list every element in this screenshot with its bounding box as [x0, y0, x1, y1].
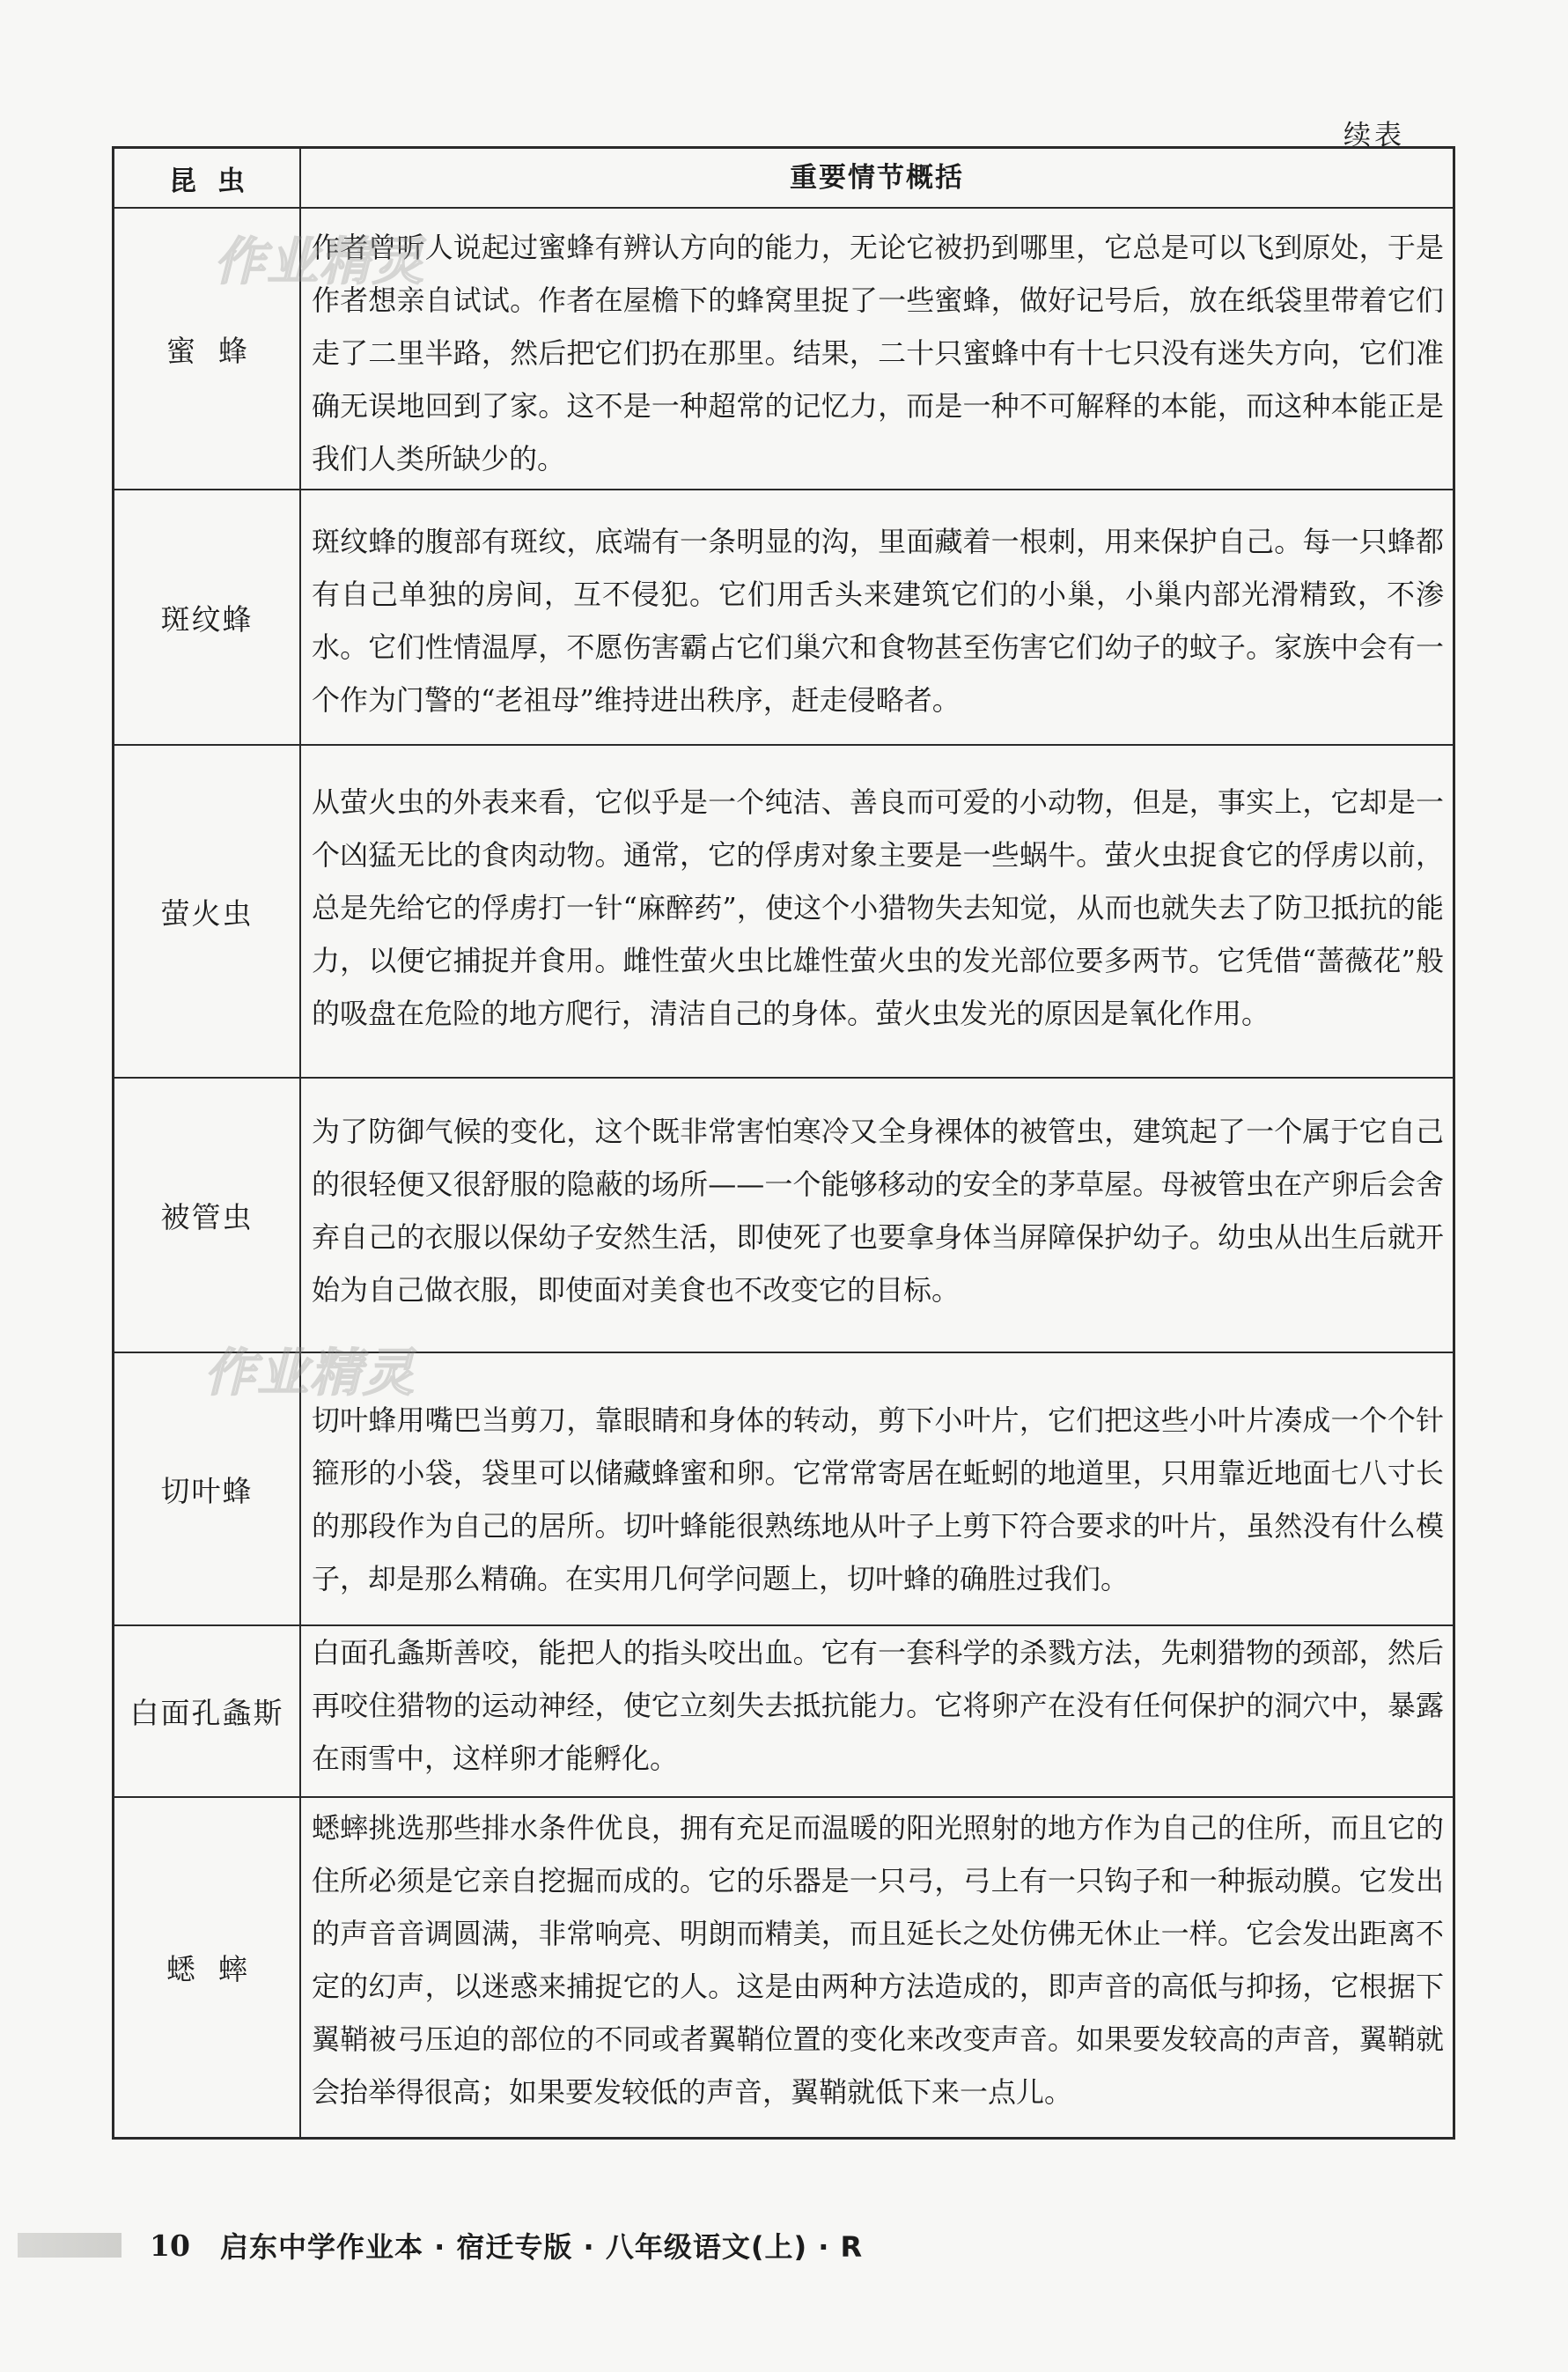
- table-row: [114, 744, 1453, 1077]
- insect-name: 蜜蜂: [114, 209, 301, 489]
- insect-summary: 斑纹蜂的腹部有斑纹，底端有一条明显的沟，里面藏着一根刺，用来保护自己。每一只蜂都有自己单独的房间，互不侵犯。它们用舌头来建筑它们的小巢，小巢内部光滑精致，不渗水。它们性情温厚，不愿伤害霸占它们巢穴和食物甚至伤害它们幼子的蚊子。家族中会有一个作为门警的“老祖母”维持进出秩序，赶走侵略者。: [312, 525, 1444, 717]
- book-title: 启东中学作业本 · 宿迁专版 · 八年级语文(上) · R: [219, 2230, 864, 2264]
- insect-name: 蟋蟀: [114, 1798, 301, 2137]
- insect-summary: 切叶蜂用嘴巴当剪刀，靠眼睛和身体的转动，剪下小叶片，它们把这些小叶片凑成一个个针箍形的小袋，袋里可以储藏蜂蜜和卵。它常常寄居在蚯蚓的地道里，只用靠近地面七八寸长的那段作为自己的居所。切叶蜂能很熟练地从叶子上剪下符合要求的叶片，虽然没有什么模子，却是那么精确。在实用几何学问题上，切叶蜂的确胜过我们。: [312, 1403, 1444, 1595]
- insect-name: 萤火虫: [114, 746, 301, 1077]
- continued-label: 续表: [1343, 120, 1405, 151]
- watermark: 作业精灵: [214, 232, 426, 291]
- insect-name: 斑纹蜂: [114, 490, 301, 744]
- table-row: [114, 489, 1453, 744]
- header-insect: 昆虫: [114, 149, 301, 207]
- insect-summary: 从萤火虫的外表来看，它似乎是一个纯洁、善良而可爱的小动物，但是，事实上，它却是一个凶猛无比的食肉动物。通常，它的俘虏对象主要是一些蜗牛。萤火虫捉食它的俘虏以前，总是先给它的俘虏打一针“麻醉药”，使这个小猎物失去知觉，从而也就失去了防卫抵抗的能力，以便它捕捉并食用。雌性萤火虫比雄性萤火虫的发光部位要多两节。它凭借“蔷薇花”般的吸盘在危险的地方爬行，清洁自己的身体。萤火虫发光的原因是氧化作用。: [312, 785, 1444, 1030]
- insect-name: 被管虫: [114, 1079, 301, 1352]
- table-header-row: [114, 149, 1453, 207]
- page-number: 10: [150, 2228, 190, 2263]
- insect-summary: 蟋蟀挑选那些排水条件优良，拥有充足而温暖的阳光照射的地方作为自己的住所，而且它的住所必须是它亲自挖掘而成的。它的乐器是一只弓，弓上有一只钩子和一种振动膜。它发出的声音音调圆满，非常响亮、明朗而精美，而且延长之处仿佛无休止一样。它会发出距离不定的幻声，以迷惑来捕捉它的人。这是由两种方法造成的，即声音的高低与抑扬，它根据下翼鞘被弓压迫的部位的不同或者翼鞘位置的变化来改变声音。如果要发较高的声音，翼鞘就会抬举得很高；如果要发较低的声音，翼鞘就低下来一点儿。: [312, 1811, 1444, 2109]
- insect-summary: 为了防御气候的变化，这个既非常害怕寒冷又全身裸体的被管虫，建筑起了一个属于它自己的很轻便又很舒服的隐蔽的场所——一个能够移动的安全的茅草屋。母被管虫在产卵后会舍弃自己的衣服以保幼子安然生活，即使死了也要拿身体当屏障保护幼子。幼虫从出生后就开始为自己做衣服，即使面对美食也不改变它的目标。: [312, 1115, 1444, 1307]
- insect-summary: 白面孔螽斯善咬，能把人的指头咬出血。它有一套科学的杀戮方法，先刺猎物的颈部，然后再咬住猎物的运动神经，使它立刻失去抵抗能力。它将卵产在没有任何保护的洞穴中，暴露在雨雪中，这样卵才能孵化。: [312, 1636, 1444, 1775]
- table-row: [114, 1077, 1453, 1352]
- watermark: 作业精灵: [204, 1343, 416, 1403]
- table-row: [114, 1796, 1453, 2137]
- insect-summary-table: [112, 146, 1455, 2140]
- insect-name: 切叶蜂: [114, 1353, 301, 1624]
- table-row: [114, 1624, 1453, 1796]
- header-summary: 重要情节概括: [790, 162, 964, 194]
- footer-bar: [18, 2233, 121, 2258]
- page-footer: [18, 2219, 863, 2272]
- insect-summary: 作者曾听人说起过蜜蜂有辨认方向的能力，无论它被扔到哪里，它总是可以飞到原处，于是作者想亲自试试。作者在屋檐下的蜂窝里捉了一些蜜蜂，做好记号后，放在纸袋里带着它们走了二里半路，然后把它们扔在那里。结果，二十只蜜蜂中有十七只没有迷失方向，它们准确无误地回到了家。这不是一种超常的记忆力，而是一种不可解释的本能，而这种本能正是我们人类所缺少的。: [312, 231, 1444, 475]
- insect-name: 白面孔螽斯: [114, 1626, 301, 1796]
